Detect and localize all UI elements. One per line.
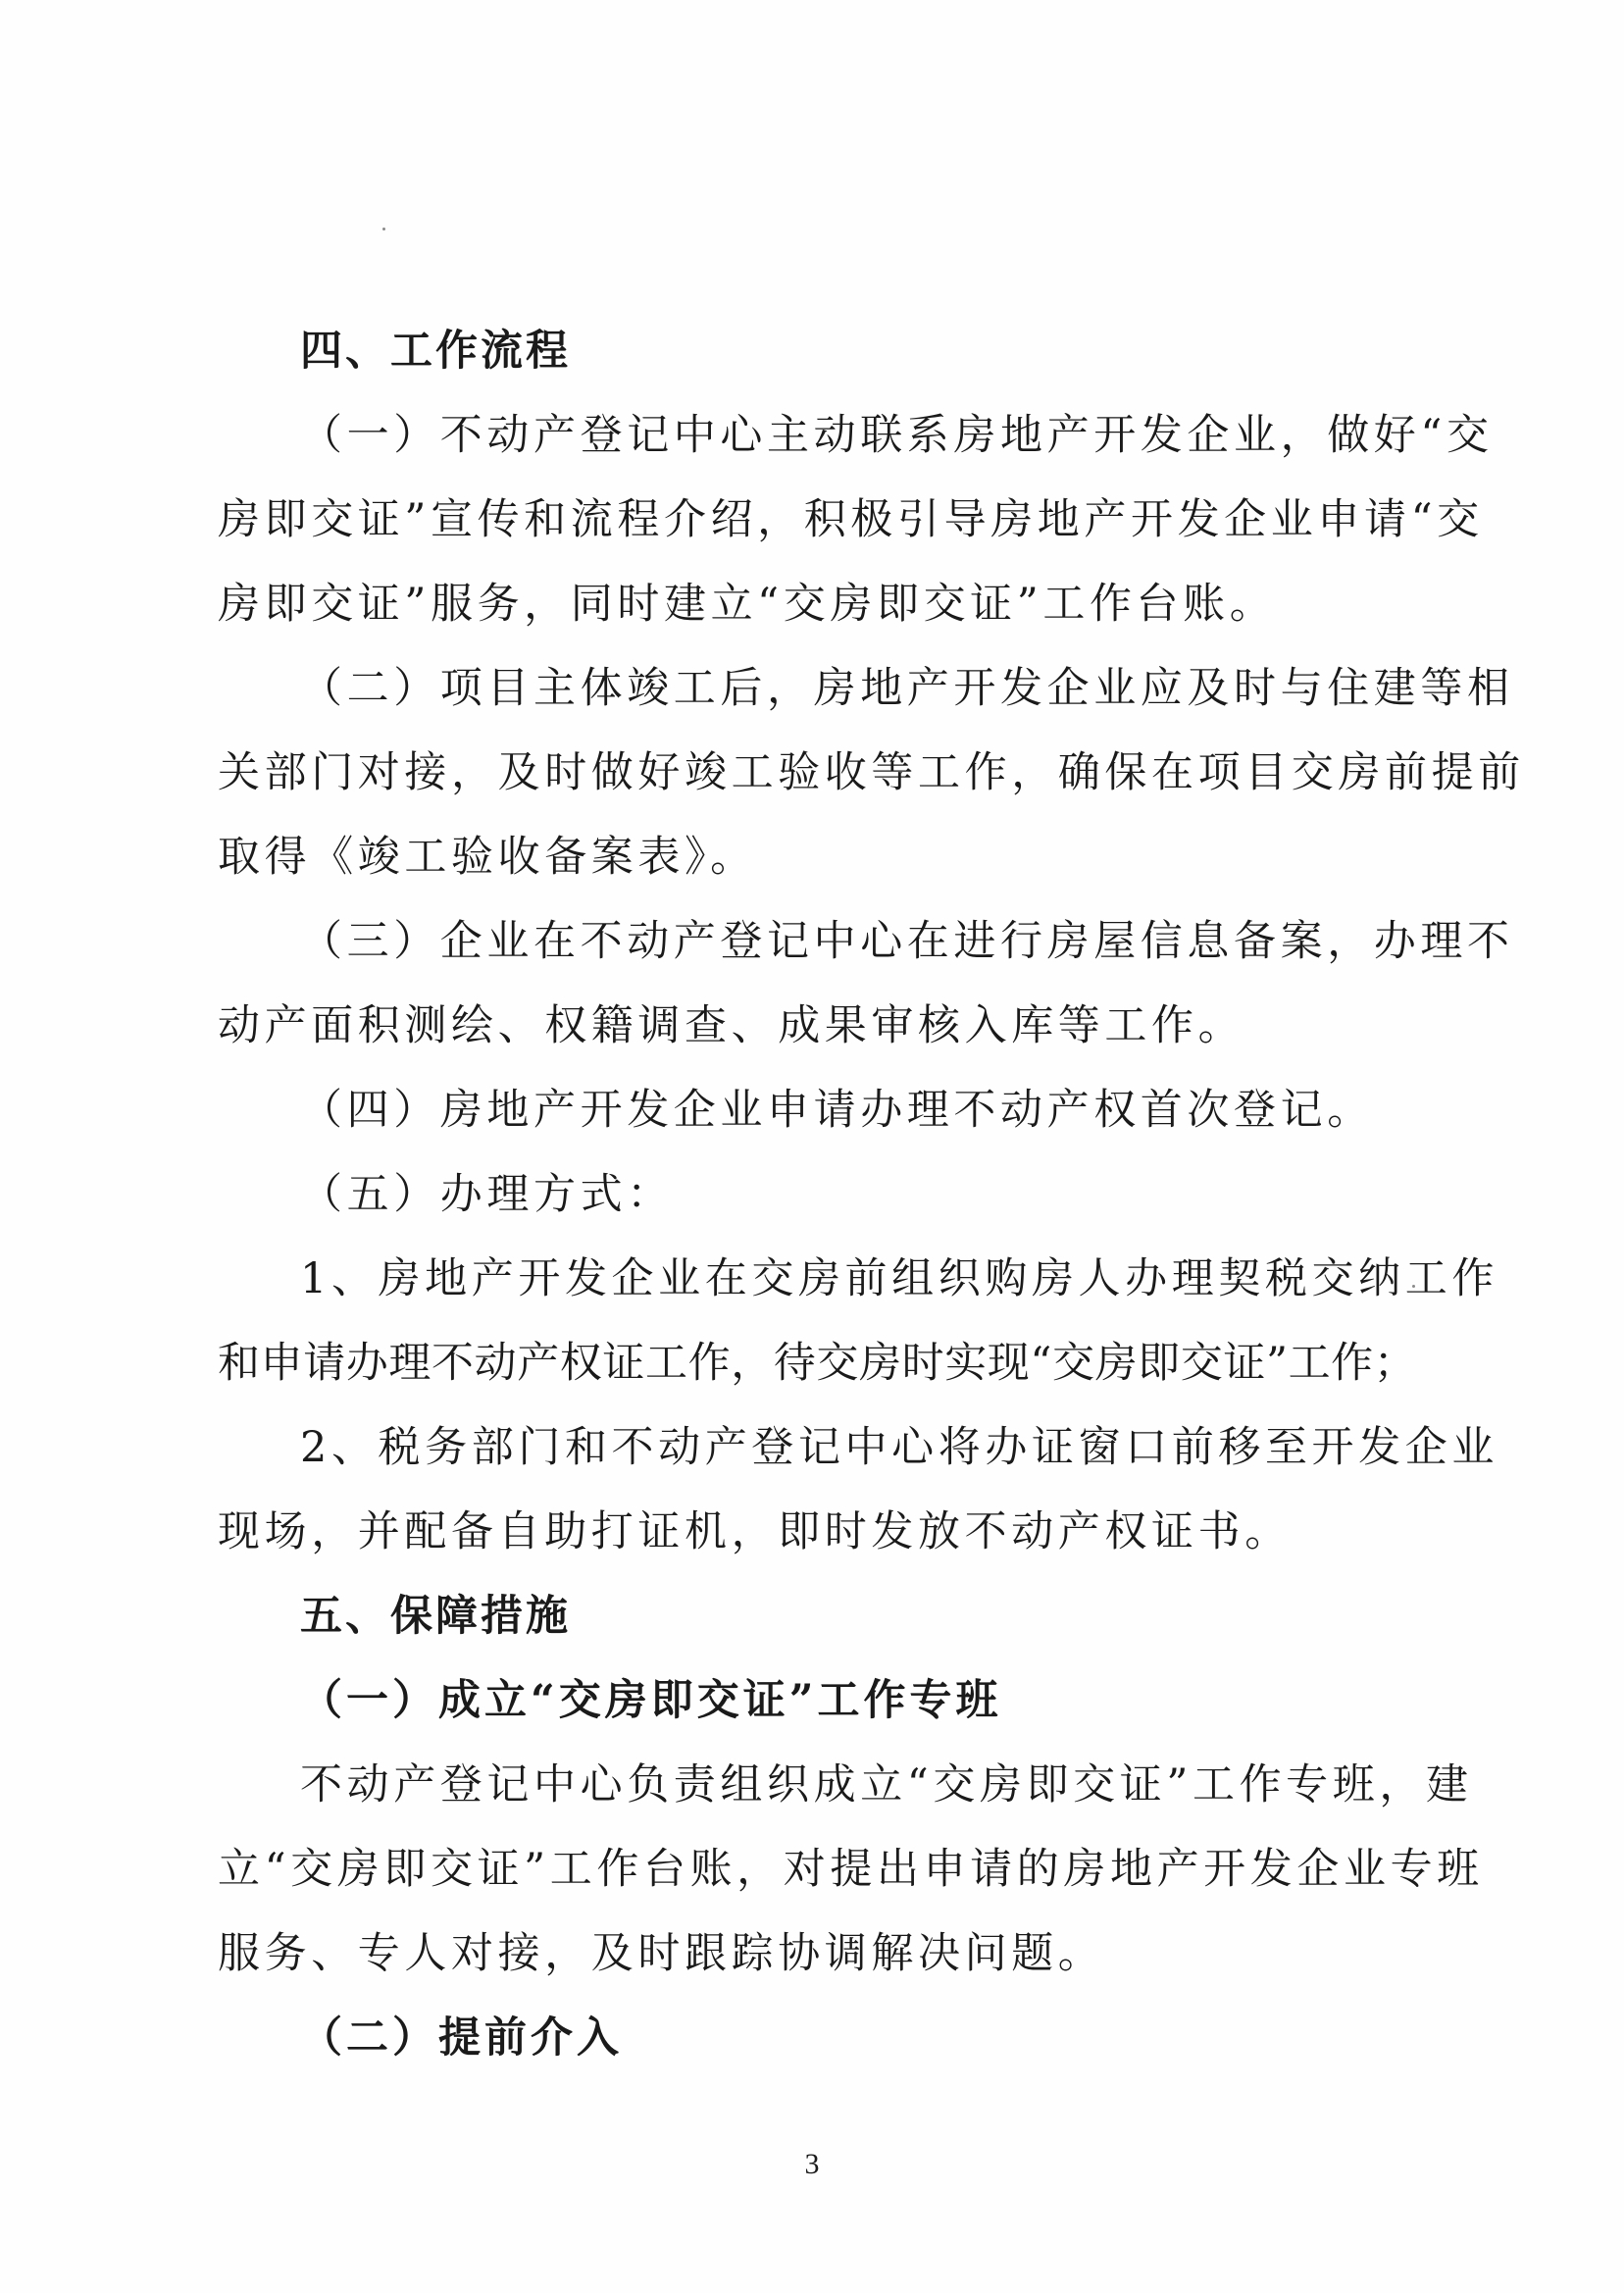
paragraph-line: 动产面积测绘、权籍调查、成果审核入库等工作。	[218, 1001, 1245, 1050]
paragraph-line: （四）房地产开发企业申请办理不动产权首次登记。	[300, 1086, 1374, 1135]
paragraph-line: 和申请办理不动产权证工作，待交房时实现“交房即交证”工作；	[218, 1339, 1417, 1388]
paragraph-line: 2、税务部门和不动产登记中心将办证窗口前移至开发企业	[300, 1423, 1498, 1472]
paragraph-line: 服务、专人对接，及时跟踪协调解决问题。	[218, 1929, 1105, 1978]
paragraph-line: （三）企业在不动产登记中心在进行房屋信息备案，办理不	[300, 917, 1514, 966]
paragraph-line: 关部门对接，及时做好竣工验收等工作，确保在项目交房前提前	[218, 748, 1525, 797]
paragraph-line: 房即交证”服务，同时建立“交房即交证”工作台账。	[218, 580, 1277, 629]
paragraph-line: 立“交房即交证”工作台账，对提出申请的房地产开发企业专班	[218, 1845, 1484, 1894]
paragraph-line: 不动产登记中心负责组织成立“交房即交证”工作专班，建	[300, 1760, 1473, 1809]
scan-speck	[382, 228, 385, 230]
paragraph-line: 现场，并配备自助打证机，即时发放不动产权证书。	[218, 1507, 1292, 1556]
paragraph-line: 取得《竣工验收备案表》。	[218, 833, 757, 882]
subsection-heading: （二）提前介入	[300, 2013, 623, 2063]
paragraph-line: （五）办理方式：	[300, 1170, 674, 1219]
paragraph-line: （二）项目主体竣工后，房地产开发企业应及时与住建等相	[300, 664, 1514, 713]
paragraph-line: 房即交证”宣传和流程介绍，积极引导房地产开发企业申请“交	[218, 495, 1484, 544]
page-number: 3	[804, 2148, 820, 2180]
subsection-heading: （一）成立“交房即交证”工作专班	[300, 1676, 1002, 1725]
paragraph-line: 1、房地产开发企业在交房前组织购房人办理契税交纳工作	[300, 1254, 1498, 1303]
section-heading-safeguards: 五、保障措施	[300, 1592, 571, 1641]
section-heading-workflow: 四、工作流程	[300, 327, 571, 376]
paragraph-line: （一）不动产登记中心主动联系房地产开发企业，做好“交	[300, 411, 1494, 460]
